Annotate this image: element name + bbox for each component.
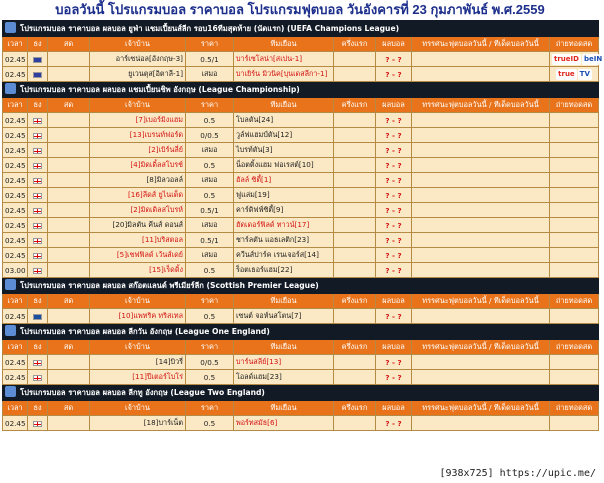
column-header: ทรรศนะฟุตบอลวันนี้ / ทีเด็ดบอลวันนี้ (412, 401, 550, 416)
analysis-tips[interactable] (412, 248, 550, 263)
away-team[interactable]: ฮัลล์ ซิตี้[1] (234, 173, 334, 188)
live-link[interactable] (48, 143, 90, 158)
tv-channel-logo[interactable]: beIN (583, 54, 603, 63)
away-team[interactable]: โอลด์แฮม[23] (234, 370, 334, 385)
analysis-tips[interactable] (412, 203, 550, 218)
country-flag-cell (28, 355, 48, 370)
tv-channel-logo[interactable]: trueID (554, 54, 579, 63)
country-flag-cell (28, 309, 48, 324)
column-header: ธง (28, 98, 48, 113)
match-odds: เสมอ (186, 67, 234, 82)
column-header: ทรรศนะฟุตบอลวันนี้ / ทีเด็ดบอลวันนี้ (412, 37, 550, 52)
home-team[interactable]: [8]มิลวอลล์ (90, 173, 186, 188)
half-time-score (334, 309, 376, 324)
analysis-tips[interactable] (412, 188, 550, 203)
country-flag-icon (33, 57, 42, 63)
home-team[interactable]: [16]ลีดส์ ยูไนเต็ด (90, 188, 186, 203)
league-name: โปรแกรมบอล ราคาบอล ผลบอล แชมเปี้ยนชิพ อังกฤษ (League Championship) (20, 85, 300, 94)
column-header: ทีมเยือน (234, 98, 334, 113)
half-time-score (334, 203, 376, 218)
match-odds: 0.5/1 (186, 233, 234, 248)
full-time-result: ? - ? (376, 263, 412, 278)
league-logo-icon (5, 22, 16, 33)
half-time-score (334, 263, 376, 278)
tv-broadcast[interactable] (550, 203, 599, 218)
tv-broadcast[interactable] (550, 67, 599, 82)
column-header: ครึ่งแรก (334, 340, 376, 355)
tv-broadcast[interactable] (550, 248, 599, 263)
home-team[interactable]: [10]แพทริค ทริสเทล (90, 309, 186, 324)
league-header-row (3, 82, 599, 98)
full-time-result: ? - ? (376, 203, 412, 218)
live-link[interactable] (48, 309, 90, 324)
match-row (3, 233, 599, 248)
country-flag-icon (33, 163, 42, 169)
analysis-tips[interactable] (412, 143, 550, 158)
tv-broadcast[interactable] (550, 370, 599, 385)
live-link[interactable] (48, 113, 90, 128)
column-header-row (3, 37, 599, 52)
away-team[interactable]: เซนต์ จอห์นสโตน[7] (234, 309, 334, 324)
column-header: ถ่ายทอดสด (550, 98, 599, 113)
analysis-tips[interactable] (412, 355, 550, 370)
country-flag-icon (33, 133, 42, 139)
match-row (3, 67, 599, 82)
country-flag-icon (33, 178, 42, 184)
country-flag-cell (28, 52, 48, 67)
match-odds: 0/0.5 (186, 128, 234, 143)
away-team[interactable]: คาร์ดิฟฟ์ซิตี้[9] (234, 203, 334, 218)
half-time-score (334, 143, 376, 158)
analysis-tips[interactable] (412, 52, 550, 67)
half-time-score (334, 233, 376, 248)
league-header-row (3, 385, 599, 401)
country-flag-icon (33, 223, 42, 229)
column-header: ทรรศนะฟุตบอลวันนี้ / ทีเด็ดบอลวันนี้ (412, 340, 550, 355)
match-odds: 0.5/1 (186, 203, 234, 218)
column-header: ถ่ายทอดสด (550, 37, 599, 52)
analysis-tips[interactable] (412, 416, 550, 431)
match-odds: 0.5 (186, 188, 234, 203)
live-link[interactable] (48, 158, 90, 173)
tv-broadcast[interactable] (550, 52, 603, 67)
match-odds: เสมอ (186, 143, 234, 158)
away-team[interactable]: บาร์เซโลน่า[สเปน-1] (234, 52, 334, 67)
column-header: ถ่ายทอดสด (550, 294, 599, 309)
column-header: ทีมเยือน (234, 401, 334, 416)
half-time-score (334, 218, 376, 233)
match-time: 02.45 (3, 113, 28, 128)
home-team[interactable]: [2]เบิร์นลี่ย์ (90, 143, 186, 158)
away-team[interactable]: ฟูแล่ม[19] (234, 188, 334, 203)
match-row (3, 143, 599, 158)
match-row (3, 355, 599, 370)
match-row (3, 309, 599, 324)
half-time-score (334, 52, 376, 67)
away-team[interactable]: บาเยิร์น มิวนิค[บุนเดสลีกา-1] (234, 67, 334, 82)
half-time-score (334, 113, 376, 128)
live-link[interactable] (48, 188, 90, 203)
tv-broadcast[interactable] (550, 233, 599, 248)
column-header: สด (48, 401, 90, 416)
match-odds: เสมอ (186, 218, 234, 233)
page-wrapper (2, 0, 603, 431)
country-flag-icon (33, 118, 42, 124)
column-header: ราคา (186, 340, 234, 355)
match-time: 03.00 (3, 263, 28, 278)
league-header-row (3, 324, 599, 340)
match-time: 02.45 (3, 233, 28, 248)
full-time-result: ? - ? (376, 52, 412, 67)
column-header: ธง (28, 294, 48, 309)
match-row (3, 158, 599, 173)
column-header: เวลา (3, 340, 28, 355)
country-flag-icon (33, 421, 42, 427)
half-time-score (334, 416, 376, 431)
match-odds: 0.5 (186, 309, 234, 324)
column-header: สด (48, 98, 90, 113)
column-header: ผลบอล (376, 98, 412, 113)
column-header: เวลา (3, 401, 28, 416)
column-header: ผลบอล (376, 294, 412, 309)
country-flag-icon (33, 72, 42, 78)
country-flag-icon (33, 253, 42, 259)
match-odds: 0.5 (186, 158, 234, 173)
column-header: เจ้าบ้าน (90, 294, 186, 309)
tv-broadcast[interactable] (550, 113, 599, 128)
country-flag-cell (28, 233, 48, 248)
tv-broadcast[interactable] (550, 218, 599, 233)
column-header: เจ้าบ้าน (90, 340, 186, 355)
match-time: 02.45 (3, 248, 28, 263)
home-team[interactable]: [7]เบอร์มิงแฮม (90, 113, 186, 128)
half-time-score (334, 188, 376, 203)
tv-channel-logo[interactable]: true (558, 69, 575, 78)
country-flag-cell (28, 158, 48, 173)
league-title (3, 324, 599, 340)
column-header: สด (48, 37, 90, 52)
country-flag-cell (28, 113, 48, 128)
league-name: โปรแกรมบอล ราคาบอล ผลบอล สก๊อตแลนด์ พรีเมียร์ลีก (Scottish Premier League) (20, 281, 319, 290)
analysis-tips[interactable] (412, 173, 550, 188)
page-title: บอลวันนี้ โปรแกรมบอล ราคาบอล โปรแกรมฟุตบอล วันอังคารที่ 23 กุมภาพันธ์ พ.ศ.2559 (2, 0, 598, 20)
fixtures-table (2, 20, 603, 431)
full-time-result: ? - ? (376, 309, 412, 324)
away-team[interactable]: พอร์ทสมัธ[6] (234, 416, 334, 431)
country-flag-cell (28, 218, 48, 233)
column-header-row (3, 294, 599, 309)
league-title (3, 21, 599, 37)
match-row (3, 416, 599, 431)
match-odds: 0.5 (186, 113, 234, 128)
match-odds: 0.5/1 (186, 52, 234, 67)
half-time-score (334, 173, 376, 188)
column-header: ครึ่งแรก (334, 294, 376, 309)
analysis-tips[interactable] (412, 309, 550, 324)
league-header-row (3, 278, 599, 294)
home-team[interactable]: [18]บาร์เน็ต (90, 416, 186, 431)
away-team[interactable]: น็อตติ้งแฮม ฟอเรสต์[10] (234, 158, 334, 173)
match-time: 02.45 (3, 67, 28, 82)
column-header: ถ่ายทอดสด (550, 340, 599, 355)
country-flag-icon (33, 314, 42, 320)
live-link[interactable] (48, 218, 90, 233)
full-time-result: ? - ? (376, 143, 412, 158)
full-time-result: ? - ? (376, 218, 412, 233)
column-header: ทีมเยือน (234, 37, 334, 52)
match-row (3, 370, 599, 385)
match-row (3, 263, 599, 278)
full-time-result: ? - ? (376, 416, 412, 431)
match-time: 02.45 (3, 128, 28, 143)
tv-broadcast[interactable] (550, 188, 599, 203)
half-time-score (334, 248, 376, 263)
live-link[interactable] (48, 67, 90, 82)
match-odds: 0/0.5 (186, 355, 234, 370)
away-team[interactable]: ควีนส์ปาร์ค เรนเจอร์ส[14] (234, 248, 334, 263)
column-header: เวลา (3, 37, 28, 52)
country-flag-icon (33, 238, 42, 244)
match-time: 02.45 (3, 158, 28, 173)
match-row (3, 188, 599, 203)
column-header: เวลา (3, 98, 28, 113)
column-header: เวลา (3, 294, 28, 309)
full-time-result: ? - ? (376, 128, 412, 143)
column-header: ราคา (186, 294, 234, 309)
country-flag-cell (28, 143, 48, 158)
tv-broadcast[interactable] (550, 128, 599, 143)
live-link[interactable] (48, 233, 90, 248)
country-flag-icon (33, 268, 42, 274)
country-flag-cell (28, 128, 48, 143)
league-logo-icon (5, 325, 16, 336)
match-row (3, 203, 599, 218)
match-time: 02.45 (3, 52, 28, 67)
tv-broadcast[interactable] (550, 416, 599, 431)
tv-broadcast[interactable] (550, 173, 599, 188)
full-time-result: ? - ? (376, 173, 412, 188)
match-time: 02.45 (3, 143, 28, 158)
country-flag-cell (28, 67, 48, 82)
match-odds: 0.5 (186, 370, 234, 385)
column-header: ทรรศนะฟุตบอลวันนี้ / ทีเด็ดบอลวันนี้ (412, 98, 550, 113)
column-header-row (3, 98, 599, 113)
live-link[interactable] (48, 263, 90, 278)
column-header: ผลบอล (376, 401, 412, 416)
country-flag-cell (28, 188, 48, 203)
home-team[interactable]: [11]ปีเตอร์โบโร่ (90, 370, 186, 385)
full-time-result: ? - ? (376, 188, 412, 203)
match-time: 02.45 (3, 173, 28, 188)
column-header: ครึ่งแรก (334, 98, 376, 113)
full-time-result: ? - ? (376, 233, 412, 248)
column-header: ผลบอล (376, 340, 412, 355)
tv-broadcast[interactable] (550, 143, 599, 158)
match-row (3, 52, 599, 67)
country-flag-icon (33, 375, 42, 381)
column-header: ธง (28, 401, 48, 416)
away-team[interactable]: วูล์ฟแฮมป์ตัน[12] (234, 128, 334, 143)
match-time: 02.45 (3, 188, 28, 203)
column-header: ราคา (186, 98, 234, 113)
league-logo-icon (5, 386, 16, 397)
column-header: ครึ่งแรก (334, 401, 376, 416)
home-team[interactable]: [14]บิวรี่ (90, 355, 186, 370)
match-row (3, 173, 599, 188)
home-team[interactable]: [20]มิลตัน คีนส์ ดอนส์ (90, 218, 186, 233)
country-flag-icon (33, 208, 42, 214)
half-time-score (334, 158, 376, 173)
away-team[interactable]: ร็อตเธอร์แฮม[22] (234, 263, 334, 278)
away-team[interactable]: ไบรท์ตัน[3] (234, 143, 334, 158)
league-name: โปรแกรมบอล ราคาบอล ผลบอล ยูฟ่า แชมเปี้ยนส์ลีก รอบ16ทีมสุดท้าย (นัดแรก) (UEFA Champions League) (20, 24, 400, 33)
full-time-result: ? - ? (376, 67, 412, 82)
match-time: 02.45 (3, 203, 28, 218)
country-flag-cell (28, 370, 48, 385)
match-row (3, 248, 599, 263)
away-team[interactable]: ชาร์ลตัน แอธเลติก[23] (234, 233, 334, 248)
match-odds: เสมอ (186, 173, 234, 188)
live-link[interactable] (48, 128, 90, 143)
home-team[interactable]: [5]เชฟฟิลด์ เว้นส์เดย์ (90, 248, 186, 263)
tv-broadcast[interactable] (550, 263, 599, 278)
league-name: โปรแกรมบอล ราคาบอล ผลบอล ลีกทู อังกฤษ (League Two England) (20, 388, 265, 397)
league-name: โปรแกรมบอล ราคาบอล ผลบอล ลีกวัน อังกฤษ (League One England) (20, 327, 270, 336)
league-header-row (3, 21, 599, 37)
country-flag-icon (33, 360, 42, 366)
match-time: 02.45 (3, 309, 28, 324)
league-logo-icon (5, 83, 16, 94)
column-header: ทรรศนะฟุตบอลวันนี้ / ทีเด็ดบอลวันนี้ (412, 294, 550, 309)
column-header: ทีมเยือน (234, 294, 334, 309)
column-header-row (3, 401, 599, 416)
column-header: ธง (28, 37, 48, 52)
match-time: 02.45 (3, 218, 28, 233)
live-link[interactable] (48, 416, 90, 431)
league-title (3, 82, 599, 98)
image-size-footer: [938x725] https://upic.me/ (439, 468, 596, 479)
league-title (3, 278, 599, 294)
full-time-result: ? - ? (376, 113, 412, 128)
country-flag-cell (28, 173, 48, 188)
tv-broadcast[interactable] (550, 309, 599, 324)
column-header: เจ้าบ้าน (90, 401, 186, 416)
half-time-score (334, 67, 376, 82)
live-link[interactable] (48, 173, 90, 188)
match-row (3, 128, 599, 143)
column-header: เจ้าบ้าน (90, 37, 186, 52)
home-team[interactable]: [2]มิดเดิลสโบรห์ (90, 203, 186, 218)
league-title (3, 385, 599, 401)
match-row (3, 113, 599, 128)
country-flag-cell (28, 248, 48, 263)
column-header: ราคา (186, 401, 234, 416)
column-header: ถ่ายทอดสด (550, 401, 599, 416)
column-header: ราคา (186, 37, 234, 52)
match-row (3, 218, 599, 233)
column-header: ผลบอล (376, 37, 412, 52)
live-link[interactable] (48, 52, 90, 67)
match-odds: 0.5 (186, 416, 234, 431)
analysis-tips[interactable] (412, 370, 550, 385)
country-flag-cell (28, 203, 48, 218)
analysis-tips[interactable] (412, 67, 550, 82)
live-link[interactable] (48, 370, 90, 385)
analysis-tips[interactable] (412, 113, 550, 128)
full-time-result: ? - ? (376, 370, 412, 385)
country-flag-cell (28, 263, 48, 278)
home-team[interactable]: [13]เบรนท์ฟอร์ด (90, 128, 186, 143)
country-flag-cell (28, 416, 48, 431)
live-link[interactable] (48, 203, 90, 218)
analysis-tips[interactable] (412, 263, 550, 278)
home-team[interactable]: อาร์เซน่อล[อังกฤษ-3] (90, 52, 186, 67)
analysis-tips[interactable] (412, 233, 550, 248)
league-logo-icon (5, 279, 16, 290)
full-time-result: ? - ? (376, 248, 412, 263)
half-time-score (334, 370, 376, 385)
column-header: ครึ่งแรก (334, 37, 376, 52)
tv-broadcast[interactable] (550, 355, 599, 370)
match-odds: 0.5 (186, 263, 234, 278)
half-time-score (334, 128, 376, 143)
away-team[interactable]: บาร์นสลีย์[13] (234, 355, 334, 370)
analysis-tips[interactable] (412, 218, 550, 233)
away-team[interactable]: ฮัดเดอร์ฟิลด์ ทาวน์[17] (234, 218, 334, 233)
country-flag-icon (33, 193, 42, 199)
home-team[interactable]: ยูเวนตุส[อิตาลี-1] (90, 67, 186, 82)
full-time-result: ? - ? (376, 158, 412, 173)
match-time: 02.45 (3, 355, 28, 370)
half-time-score (334, 355, 376, 370)
analysis-tips[interactable] (412, 158, 550, 173)
country-flag-icon (33, 148, 42, 154)
home-team[interactable]: [15]เร็ดดิ้ง (90, 263, 186, 278)
column-header: สด (48, 294, 90, 309)
home-team[interactable]: [11]บริสตอล (90, 233, 186, 248)
column-header: เจ้าบ้าน (90, 98, 186, 113)
analysis-tips[interactable] (412, 128, 550, 143)
fixtures-body (3, 21, 603, 431)
column-header: ทีมเยือน (234, 340, 334, 355)
live-link[interactable] (48, 355, 90, 370)
column-header: ธง (28, 340, 48, 355)
match-time: 02.45 (3, 416, 28, 431)
live-link[interactable] (48, 248, 90, 263)
tv-channel-logo[interactable]: TV (579, 69, 590, 78)
full-time-result: ? - ? (376, 355, 412, 370)
away-team[interactable]: โบลตัน[24] (234, 113, 334, 128)
home-team[interactable]: [4]มิดเดิ้ลสโบรช์ (90, 158, 186, 173)
column-header: สด (48, 340, 90, 355)
match-odds: เสมอ (186, 248, 234, 263)
column-header-row (3, 340, 599, 355)
match-time: 02.45 (3, 370, 28, 385)
tv-broadcast[interactable] (550, 158, 599, 173)
